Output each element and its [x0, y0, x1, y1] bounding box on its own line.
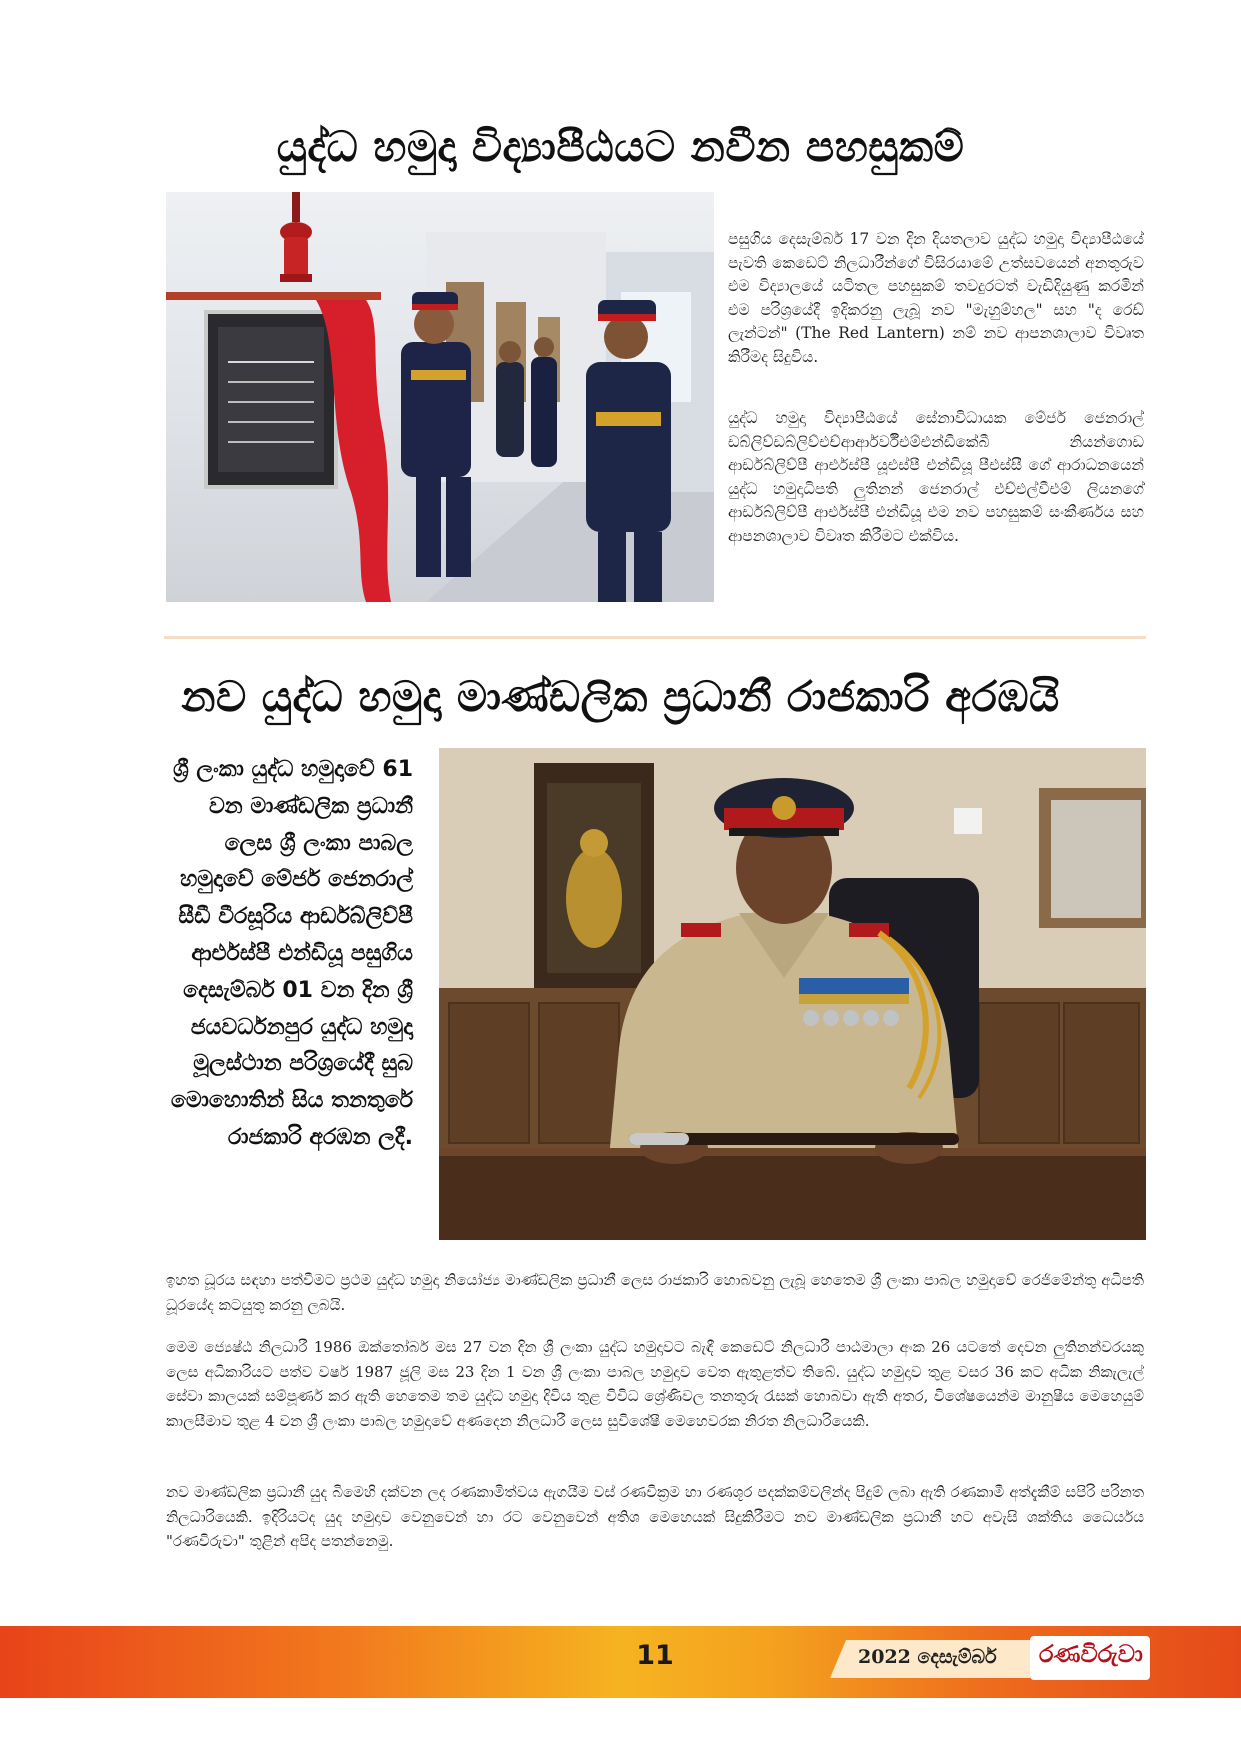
chief-of-staff-photo [439, 748, 1146, 1240]
section-divider [164, 636, 1146, 639]
issue-date: 2022 දෙසැම්බර් [858, 1646, 997, 1668]
page-number: 11 [636, 1640, 674, 1671]
article2-body-1: ඉහත ධූරය සඳහා පත්වීමට ප්‍රථම යුද්ධ හමුදා නියෝජ්‍ය මාණ්ඩලික ප්‍රධානී ලෙස රාජකාරි හොබවනු ලැබූ හෙතෙම ශ්‍රී ලංකා පාබල හමුදාවේ රෙජිමේන්තු අධිපති ධූරයේද කටයුතු කරනු ලබයි. [166, 1271, 1144, 1314]
footer-bottom-margin [0, 1698, 1241, 1754]
article2-body-3: නව මාණ්ඩලික ප්‍රධානී යුද බිමෙහි දක්වන ලද රණකාමිත්වය ඇගයීම වස් රණවික්‍රම හා රණශූර පදක්කම්වලින්ද පිදුම් ලබා ඇති රණකාමී අත්දැකීම් සපිරි පරිනත නිලධාරියෙකි. ඉදිරියටද යුද හමුදාව වෙනුවෙන් හා රට වෙනුවෙන් අතිශ මෙහෙයක් සිදුකිරීමට නව මාණ්ඩලික ප්‍රධානී හට අවැසි ශක්තිය ධෛර්යය "රණවිරුවා" තුළින් අපිද පතන්නෙමු. [166, 1483, 1144, 1550]
brand-logo: රණවිරුවා [1039, 1640, 1143, 1668]
unveiling-photo [166, 192, 714, 602]
article1-title: යුද්ධ හමුදා විද්‍යාපීඨයට නවීන පහසුකම් [276, 122, 965, 171]
article2-body-2: මෙම ජ්‍යෙෂ්ඨ නිලධාරී 1986 ඔක්තෝබර් මස 27 වන දින ශ්‍රී ලංකා යුද්ධ හමුදාවට බැඳී කෙඩෙට් නිලධාරී පාඨමාලා අංක 26 යටතේ දෙවන ලුතිනන්වරයකු ලෙස අධිකාරියට පත්ව වර්ෂ 1987 ජූලි මස 23 දින 1 වන ශ්‍රී ලංකා පාබල හමුදාව වෙත ඇතුළත්ව තිබේ. යුද්ධ හමුදාව තුළ වසර 36 කට අධික නිකැලැල් සේවා කාලයක් සම්පූර්ණ කර ඇති හෙතෙම තම යුද්ධ හමුදා දිවිය තුළ විවිධ ශ්‍රේණිවල තනතුරු රැසක් හොබවා ඇති අතර, විශේෂයෙන්ම මානුෂීය මෙහෙයුම් කාලසීමාව තුළ 4 වන ශ්‍රී ලංකා පාබල හමුදාවේ අණදෙන නිලධාරී ලෙස සුවිශේෂී මෙහෙවරක නිරත නිලධාරියෙකි. [166, 1338, 1144, 1430]
article1-paragraph-1: පසුගිය දෙසැම්බර් 17 වන දින දියතලාව යුද්ධ හමුදා විද්‍යාපීඨයේ පැවති කෙඩෙට් නිලධාරීන්ගේ විසිරයාමේ උත්සවයෙන් අනතුරුව එම විද්‍යාලයේ යටිතල පහසුකම් තවදුරටත් වැඩිදියුණු කරමින් එම පරිශ්‍රයේදී ඉදිකරනු ලැබූ නව "මැහුම්හල" සහ "ද රෙඩ් ලැන්ටන්" (The Red Lantern) නම් නව ආපනශාලාව විවෘත කිරීමද සිදුවිය. [728, 230, 1144, 366]
article2-title: නව යුද්ධ හමුදා මාණ්ඩලික ප්‍රධානී රාජකාරි අරඹයි [181, 672, 1060, 721]
article2-lead: ශ්‍රී ලංකා යුද්ධ හමුදාවේ 61 වන මාණ්ඩලික ප්‍රධානී ලෙස ශ්‍රී ලංකා පාබල හමුදාවේ මේජර් ජෙනරාල් සීඩී වීරසූරිය ආර්ඩබ්ලිව්පී ආර්එස්පී එන්ඩියූ පසුගිය දෙසැම්බර් 01 වන දින ශ්‍රී ජයවර්ධනපුර යුද්ධ හමුදා මූලස්ථාන පරිශ්‍රයේදී සුබ මොහොතින් සිය තනතුරේ රාජකාරි අරඹන ලදී. [170, 757, 413, 1150]
article1-paragraph-2: යුද්ධ හමුදා විද්‍යාපීඨයේ සේනාවිධායක මේජර් ජෙනරාල් ඩබ්ලිව්ඩබ්ලිව්එච්ආර්ආර්වීඑම්එන්ඩීකේබී නියන්ගොඩ ආර්ඩබ්ලිව්පී ආර්එස්පී යූඑස්පී එන්ඩියූ පීඑස්සී ගේ ආරාධනයෙන් යුද්ධ හමුදාධිපති ලුතිනන් ජෙනරාල් එච්එල්වීඑම් ලියනගේ ආර්ඩබ්ලිව්පී ආර්එස්පී එන්ඩියූ එම නව පහසුකම් සංකීර්ණය සහ ආපනශාලාව විවෘත කිරීමට එක්විය. [728, 409, 1144, 545]
